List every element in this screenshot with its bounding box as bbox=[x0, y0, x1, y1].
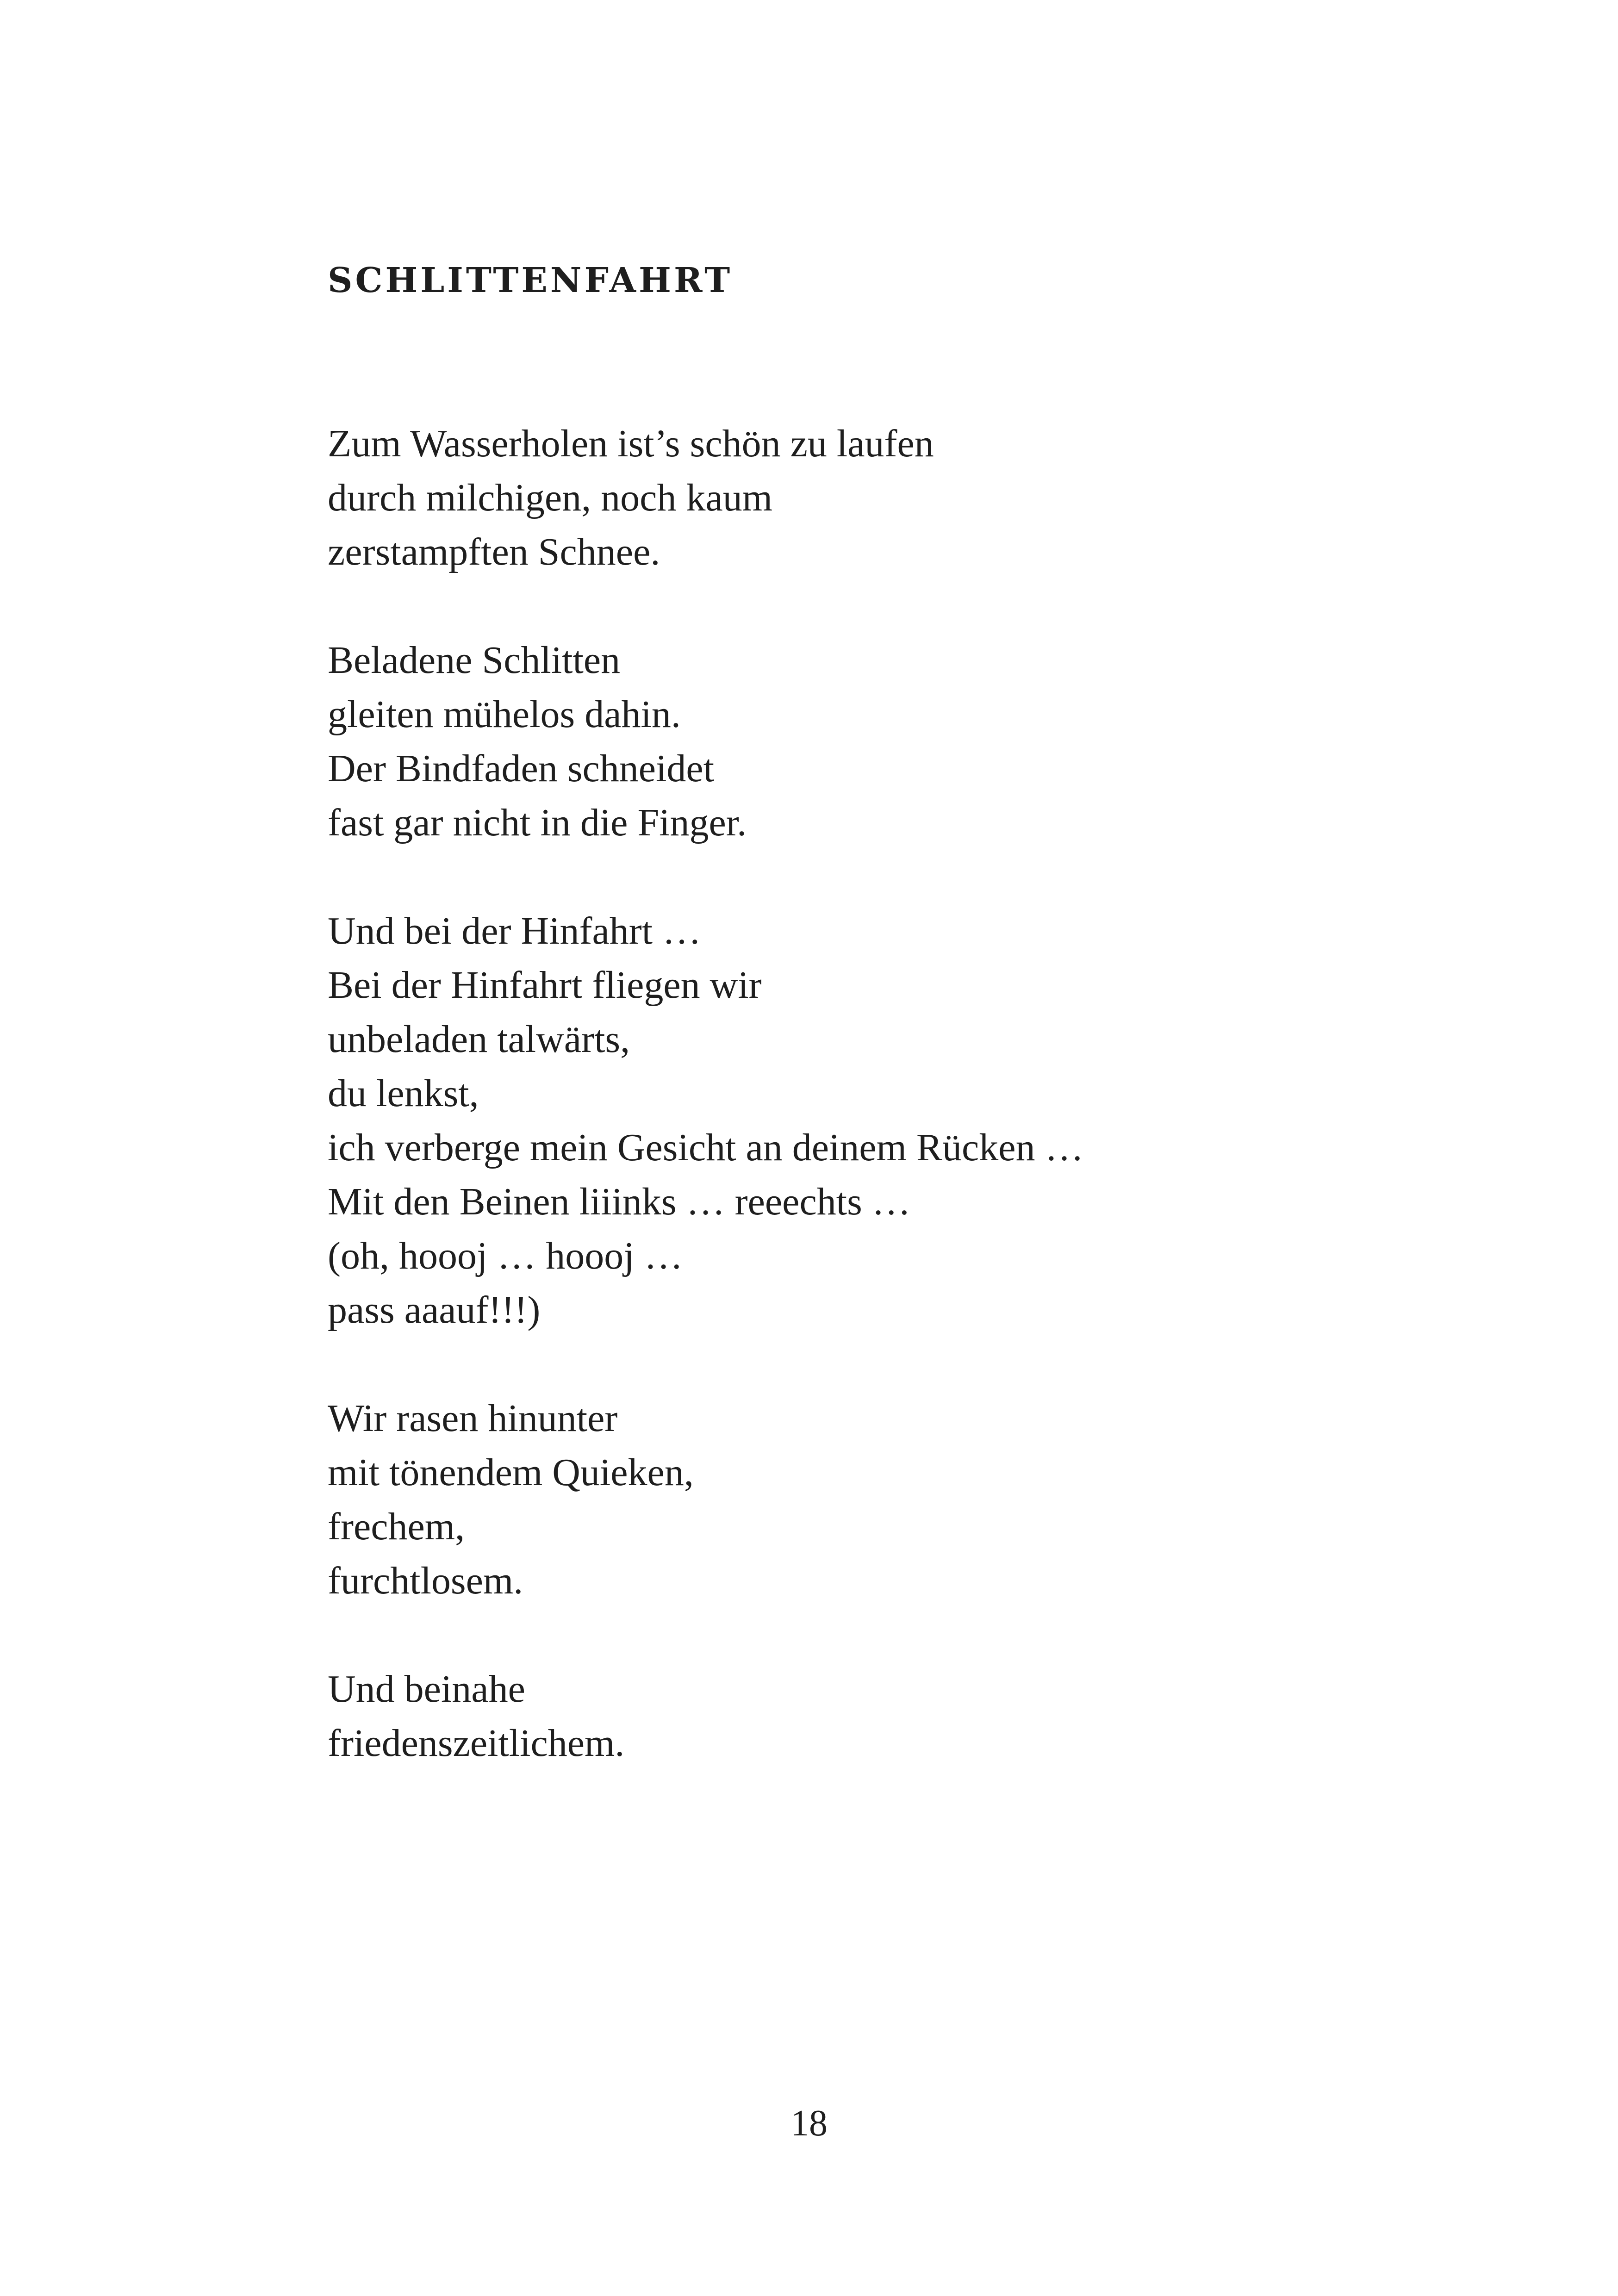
poem-line: Zum Wasserholen ist’s schön zu laufen bbox=[328, 422, 934, 465]
poem-line: furchtlosem. bbox=[328, 1559, 523, 1602]
stanza-1 bbox=[328, 417, 1084, 579]
poem-line: (oh, hoooj … hoooj … bbox=[328, 1234, 683, 1277]
poem-line: frechem, bbox=[328, 1505, 465, 1548]
poem-line: Der Bindfaden schneidet bbox=[328, 747, 715, 790]
stanza-4 bbox=[328, 1391, 1084, 1608]
poem-line: Wir rasen hinunter bbox=[328, 1397, 618, 1440]
poem-line: pass aaauf!!!) bbox=[328, 1288, 541, 1332]
page-number: 18 bbox=[790, 2103, 828, 2144]
poem-line: Und bei der Hinfahrt … bbox=[328, 909, 702, 952]
stanza-2 bbox=[328, 633, 1084, 850]
poem-line: Bei der Hinfahrt fliegen wir bbox=[328, 964, 762, 1007]
poem-line: durch milchigen, noch kaum bbox=[328, 476, 773, 519]
poem-line: gleiten mühelos dahin. bbox=[328, 693, 681, 736]
poem-line: Beladene Schlitten bbox=[328, 639, 621, 682]
poem-line: friedenszeitlichem. bbox=[328, 1722, 625, 1765]
poem-line: du lenkst, bbox=[328, 1072, 479, 1115]
poem-line: Mit den Beinen liiinks … reeechts … bbox=[328, 1180, 911, 1223]
poem-line: fast gar nicht in die Finger. bbox=[328, 801, 747, 844]
poem-line: mit tönendem Quieken, bbox=[328, 1451, 694, 1494]
poem-line: ich verberge mein Gesicht an deinem Rücken … bbox=[328, 1126, 1084, 1169]
stanza-5 bbox=[328, 1662, 1084, 1770]
poem-line: zerstampften Schnee. bbox=[328, 530, 660, 573]
poem-body bbox=[328, 417, 1084, 1824]
stanza-3 bbox=[328, 904, 1084, 1337]
poem-line: unbeladen talwärts, bbox=[328, 1018, 630, 1061]
poem-title: SCHLITTENFAHRT bbox=[328, 261, 733, 300]
poem-line: Und beinahe bbox=[328, 1668, 525, 1711]
